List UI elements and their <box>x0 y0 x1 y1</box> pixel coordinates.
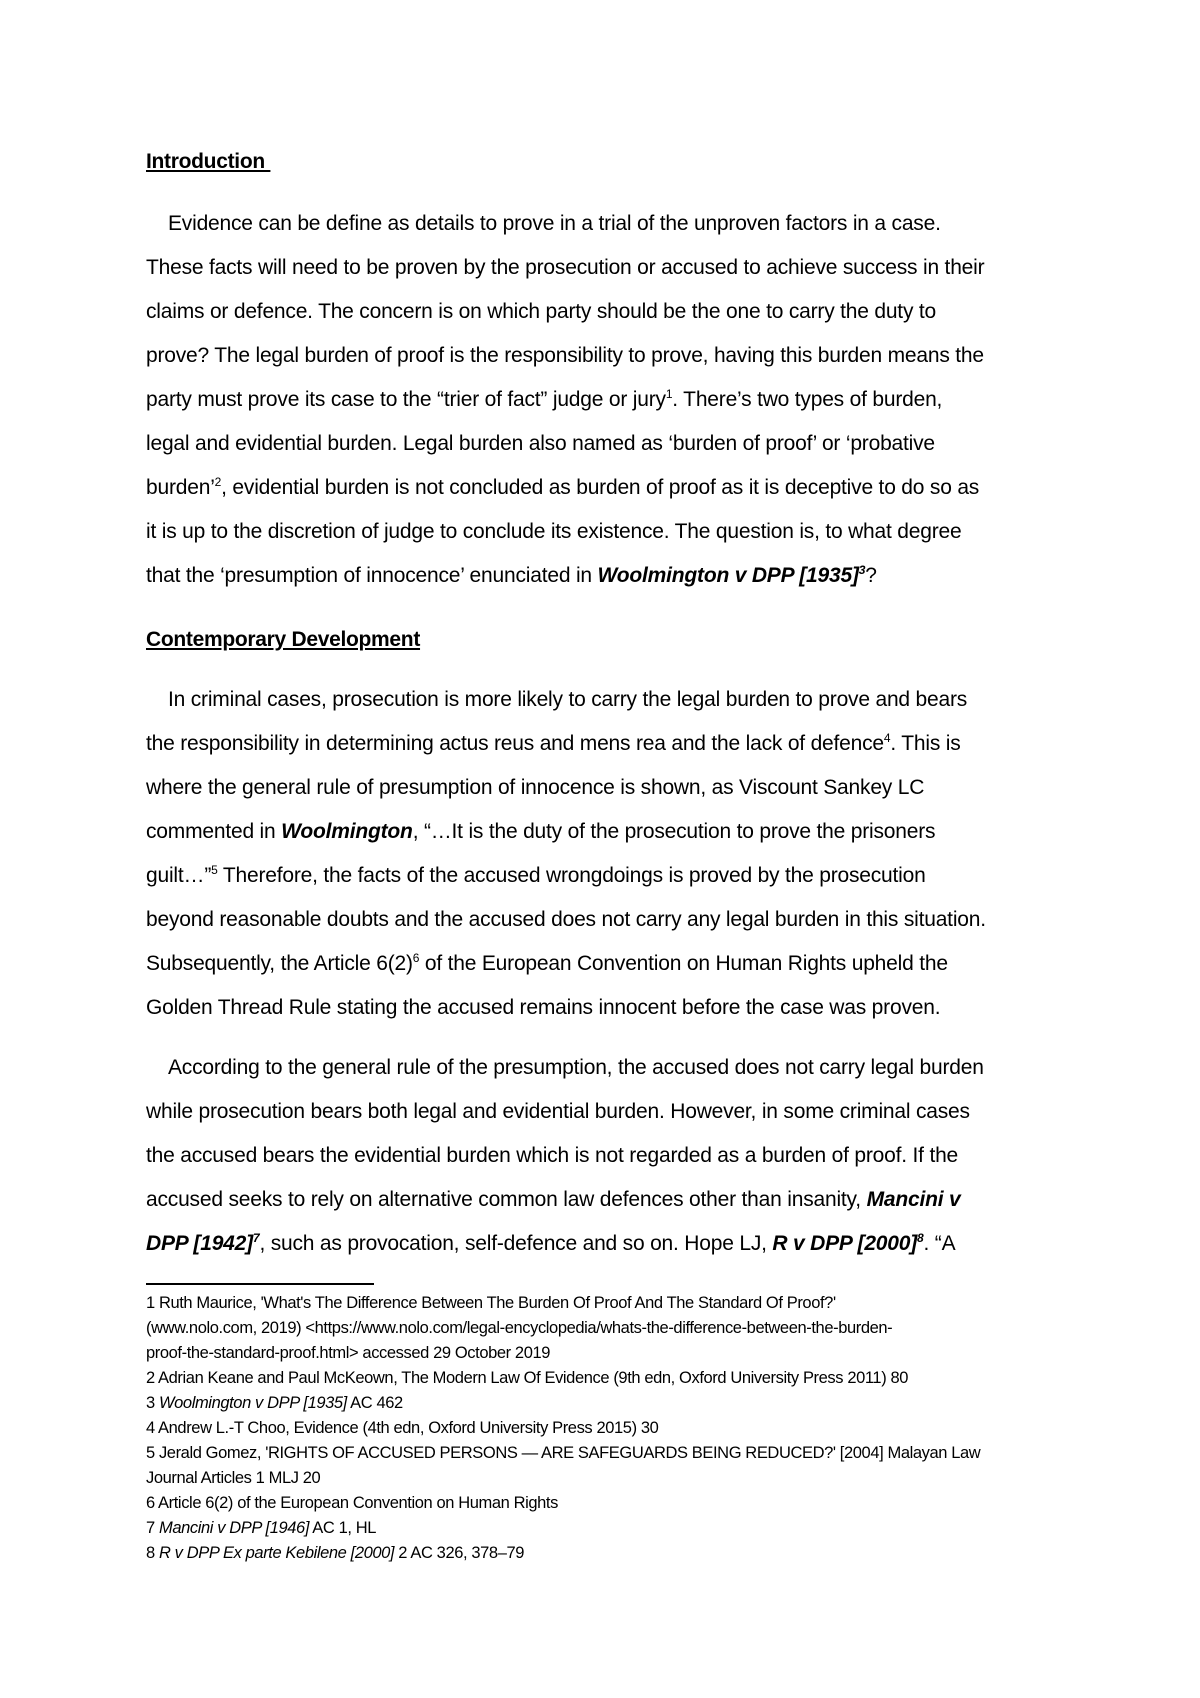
text-run: Therefore, the facts of the accused wrongdoings is proved by the prosecution <box>217 864 926 887</box>
paragraph-line <box>146 474 979 502</box>
contemporary-development-heading: Contemporary Development <box>146 628 421 651</box>
paragraph-line <box>146 386 942 414</box>
text-run: . This is <box>890 732 961 755</box>
paragraph-line: In criminal cases, prosecution is more likely to carry the legal burden to prove and bears <box>168 688 968 711</box>
text-run: AC 462 <box>346 1394 403 1412</box>
footnote-ref-1[interactable]: 1 <box>665 387 673 401</box>
footnote-number: 3 <box>146 1394 159 1412</box>
text-run: . There’s two types of burden, <box>672 388 943 411</box>
footnote-5-cont: Journal Articles 1 MLJ 20 <box>146 1469 321 1487</box>
footnote-separator <box>146 1283 374 1285</box>
case-citation: Woolmington v DPP [1935] <box>597 564 859 587</box>
paragraph-line: prove? The legal burden of proof is the responsibility to prove, having this burden means the <box>146 344 984 367</box>
case-citation: R v DPP Ex parte Kebilene [2000] <box>158 1544 395 1562</box>
paragraph-line: claims or defence. The concern is on which party should be the one to carry the duty to <box>146 300 936 323</box>
text-run: guilt…” <box>146 864 212 887</box>
footnote-ref-7[interactable]: 7 <box>252 1231 260 1245</box>
footnote-number: 7 <box>146 1519 159 1537</box>
paragraph-line <box>146 730 961 758</box>
paragraph-line: These facts will need to be proven by the prosecution or accused to achieve success in their <box>146 256 985 279</box>
footnote-6: 6 Article 6(2) of the European Convention on Human Rights <box>146 1494 558 1512</box>
text-run: . “A <box>923 1232 956 1255</box>
text-run: burden’ <box>146 476 215 499</box>
footnote-8 <box>146 1542 524 1564</box>
paragraph-line <box>146 950 948 978</box>
case-citation: Mancini v DPP [1946] <box>158 1519 310 1537</box>
footnote-ref-6[interactable]: 6 <box>412 951 420 965</box>
footnote-ref-4[interactable]: 4 <box>883 731 891 745</box>
footnote-2: 2 Adrian Keane and Paul McKeown, The Modern Law Of Evidence (9th edn, Oxford University Press 2011) 80 <box>146 1369 909 1387</box>
footnote-ref-5[interactable]: 5 <box>211 863 218 877</box>
text-run: that the ‘presumption of innocence’ enunciated in <box>146 564 598 587</box>
footnote-ref-3[interactable]: 3 <box>858 563 866 577</box>
paragraph-line: beyond reasonable doubts and the accused does not carry any legal burden in this situation. <box>146 908 986 931</box>
text-run: accused seeks to rely on alternative common law defences other than insanity, <box>146 1188 867 1211</box>
footnote-1-cont: (www.nolo.com, 2019) <https://www.nolo.com/legal-encyclopedia/whats-the-difference-between-the-burden- <box>146 1319 893 1337</box>
paragraph-line <box>146 1230 955 1258</box>
footnote-ref-2[interactable]: 2 <box>214 475 222 489</box>
footnote-ref-8[interactable]: 8 <box>917 1231 924 1245</box>
paragraph-line: it is up to the discretion of judge to conclude its existence. The question is, to what degree <box>146 520 962 543</box>
paragraph-line <box>146 818 935 846</box>
text-run: party must prove its case to the “trier of fact” judge or jury <box>146 388 666 411</box>
text-run: 2 AC 326, 378–79 <box>394 1544 525 1562</box>
footnote-5: 5 Jerald Gomez, 'RIGHTS OF ACCUSED PERSONS — ARE SAFEGUARDS BEING REDUCED?' [2004] Malayan Law <box>146 1444 981 1462</box>
text-run: AC 1, HL <box>309 1519 377 1537</box>
text-run: , “…It is the duty of the prosecution to prove the prisoners <box>412 820 936 843</box>
paragraph-line: According to the general rule of the presumption, the accused does not carry legal burden <box>168 1056 984 1079</box>
case-citation: DPP [1942] <box>146 1232 253 1255</box>
footnote-number: 8 <box>146 1544 159 1562</box>
paragraph-line: while prosecution bears both legal and evidential burden. However, in some criminal cases <box>146 1100 970 1123</box>
paragraph-line: Golden Thread Rule stating the accused remains innocent before the case was proven. <box>146 996 941 1019</box>
case-citation: R v DPP [2000] <box>772 1232 918 1255</box>
text-run: ? <box>865 564 877 587</box>
case-citation: Mancini v <box>866 1188 961 1211</box>
paragraph-line: legal and evidential burden. Legal burden also named as ‘burden of proof’ or ‘probative <box>146 432 935 455</box>
paragraph-line: the accused bears the evidential burden which is not regarded as a burden of proof. If the <box>146 1144 959 1167</box>
footnote-1-cont: proof-the-standard-proof.html> accessed 29 October 2019 <box>146 1344 551 1362</box>
text-run: commented in <box>146 820 282 843</box>
introduction-heading: Introduction <box>146 150 271 173</box>
paragraph-line <box>146 862 926 890</box>
footnote-7 <box>146 1517 376 1539</box>
case-citation: Woolmington v DPP [1935] <box>158 1394 347 1412</box>
text-run: Subsequently, the Article 6(2) <box>146 952 413 975</box>
footnote-3 <box>146 1392 403 1414</box>
text-run: , such as provocation, self-defence and so on. Hope LJ, <box>259 1232 773 1255</box>
paragraph-line <box>146 562 877 590</box>
footnote-4: 4 Andrew L.-T Choo, Evidence (4th edn, Oxford University Press 2015) 30 <box>146 1419 659 1437</box>
paragraph-line <box>146 1186 960 1214</box>
paragraph-line: Evidence can be define as details to prove in a trial of the unproven factors in a case. <box>168 212 941 235</box>
paragraph-line: where the general rule of presumption of innocence is shown, as Viscount Sankey LC <box>146 776 925 799</box>
footnote-1: 1 Ruth Maurice, 'What's The Difference Between The Burden Of Proof And The Standard Of Proof?' <box>146 1294 836 1312</box>
case-citation: Woolmington <box>281 820 413 843</box>
text-run: , evidential burden is not concluded as burden of proof as it is deceptive to do so as <box>221 476 980 499</box>
text-run: the responsibility in determining actus reus and mens rea and the lack of defence <box>146 732 884 755</box>
text-run: of the European Convention on Human Rights upheld the <box>419 952 948 975</box>
